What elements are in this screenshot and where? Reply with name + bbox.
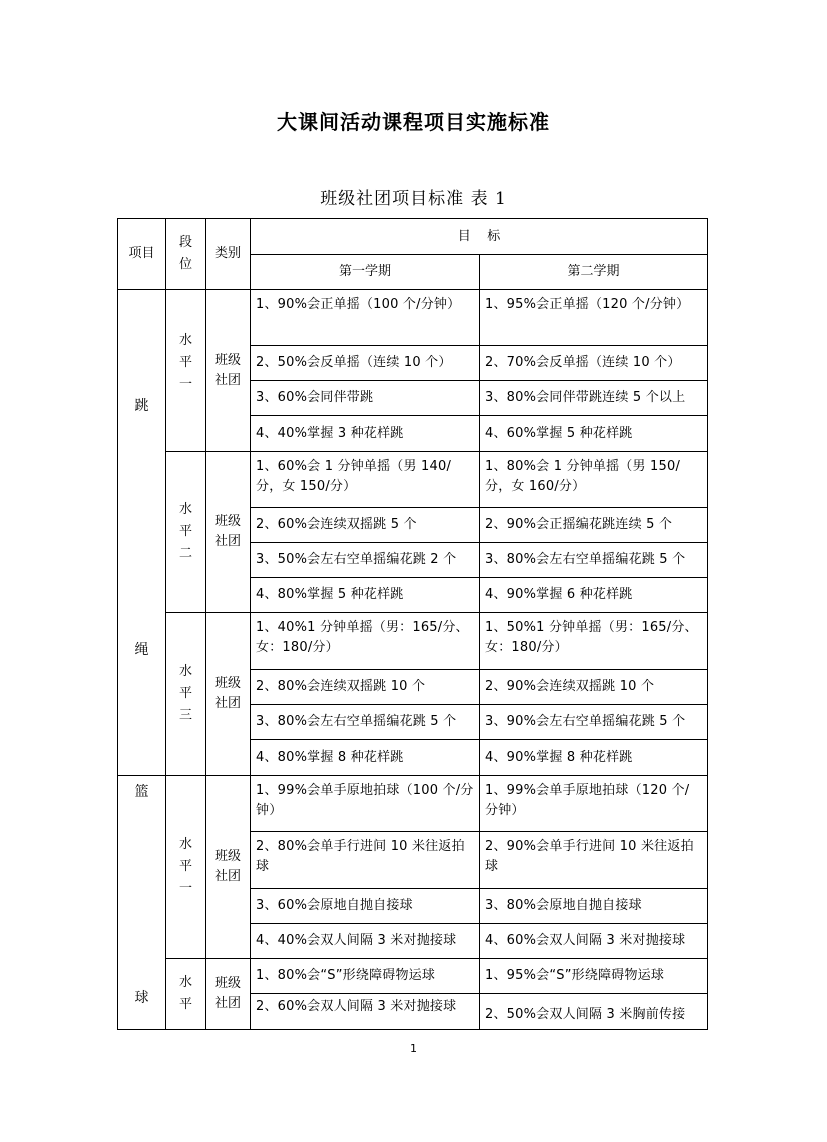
header-category: 类别	[206, 219, 251, 290]
goal-term1: 3、50%会左右空单摇编花跳 2 个	[251, 543, 480, 578]
goal-term2: 2、90%会正摇编花跳连续 5 个	[480, 508, 708, 543]
table-row	[118, 452, 708, 508]
table-header-row	[118, 219, 708, 255]
header-term1: 第一学期	[251, 255, 480, 290]
goal-term1: 4、80%掌握 8 种花样跳	[251, 740, 480, 776]
project-char: 篮	[134, 784, 149, 800]
goal-term2: 2、90%会连续双摇跳 10 个	[480, 670, 708, 705]
goal-term1: 2、60%会连续双摇跳 5 个	[251, 508, 480, 543]
level-cell: 水平三	[166, 613, 206, 776]
level-cell: 水平一	[166, 290, 206, 452]
level-cell: 水平二	[166, 452, 206, 613]
goal-term2: 1、95%会正单摇（120 个/分钟）	[480, 290, 708, 346]
project-jump-rope	[118, 290, 166, 776]
category-cell: 班级社团	[206, 776, 251, 959]
goal-term1: 1、40%1 分钟单摇（男：165/分、女：180/分）	[251, 613, 480, 670]
goal-term2: 3、90%会左右空单摇编花跳 5 个	[480, 705, 708, 740]
goal-term1: 1、90%会正单摇（100 个/分钟）	[251, 290, 480, 346]
goal-term2: 2、50%会双人间隔 3 米胸前传接	[480, 994, 708, 1030]
goal-term1: 1、80%会“S”形绕障碍物运球	[251, 959, 480, 994]
page-title: 大课间活动课程项目实施标准	[277, 110, 550, 134]
goal-term1: 3、60%会原地自抛自接球	[251, 889, 480, 924]
goal-term1: 2、80%会连续双摇跳 10 个	[251, 670, 480, 705]
table-caption: 班级社团项目标准 表 1	[320, 189, 507, 209]
standards-table	[117, 218, 708, 1030]
goal-term2: 2、70%会反单摇（连续 10 个）	[480, 346, 708, 381]
goal-term2: 1、99%会单手原地拍球（120 个/分钟）	[480, 776, 708, 832]
goal-term1: 1、60%会 1 分钟单摇（男 140/分，女 150/分）	[251, 452, 480, 508]
goal-term2: 1、80%会 1 分钟单摇（男 150/分，女 160/分）	[480, 452, 708, 508]
category-cell: 班级社团	[206, 290, 251, 452]
level-cell: 水平	[166, 959, 206, 1030]
goal-term1: 4、80%掌握 5 种花样跳	[251, 578, 480, 613]
header-goal: 目 标	[251, 219, 708, 255]
goal-term1: 2、50%会反单摇（连续 10 个）	[251, 346, 480, 381]
goal-term1: 3、80%会左右空单摇编花跳 5 个	[251, 705, 480, 740]
goal-term2: 3、80%会左右空单摇编花跳 5 个	[480, 543, 708, 578]
goal-term2: 3、80%会同伴带跳连续 5 个以上	[480, 381, 708, 416]
goal-term2: 1、95%会“S”形绕障碍物运球	[480, 959, 708, 994]
header-term2: 第二学期	[480, 255, 708, 290]
category-cell: 班级社团	[206, 613, 251, 776]
goal-term1: 3、60%会同伴带跳	[251, 381, 480, 416]
goal-term2: 4、60%掌握 5 种花样跳	[480, 416, 708, 452]
goal-term1: 2、80%会单手行进间 10 米往返拍球	[251, 832, 480, 889]
header-project: 项目	[118, 219, 166, 290]
project-char: 绳	[134, 642, 149, 658]
goal-term1: 1、99%会单手原地拍球（100 个/分钟）	[251, 776, 480, 832]
table-row	[118, 613, 708, 670]
goal-term1: 2、60%会双人间隔 3 米对抛接球	[251, 994, 480, 1030]
header-level: 段位	[166, 219, 206, 290]
goal-term2: 1、50%1 分钟单摇（男：165/分、女：180/分）	[480, 613, 708, 670]
goal-term2: 4、90%掌握 6 种花样跳	[480, 578, 708, 613]
goal-term2: 3、80%会原地自抛自接球	[480, 889, 708, 924]
goal-term2: 4、60%会双人间隔 3 米对抛接球	[480, 924, 708, 959]
goal-term1: 4、40%掌握 3 种花样跳	[251, 416, 480, 452]
goal-term2: 2、90%会单手行进间 10 米往返拍球	[480, 832, 708, 889]
category-cell: 班级社团	[206, 452, 251, 613]
project-char: 球	[134, 990, 149, 1006]
goal-term1: 4、40%会双人间隔 3 米对抛接球	[251, 924, 480, 959]
table-row	[118, 959, 708, 994]
project-basketball	[118, 776, 166, 1030]
goal-term2: 4、90%掌握 8 种花样跳	[480, 740, 708, 776]
table-row	[118, 290, 708, 346]
project-char: 跳	[134, 398, 149, 414]
table-row	[118, 776, 708, 832]
level-cell: 水平一	[166, 776, 206, 959]
category-cell: 班级社团	[206, 959, 251, 1030]
page-number: 1	[410, 1042, 417, 1055]
